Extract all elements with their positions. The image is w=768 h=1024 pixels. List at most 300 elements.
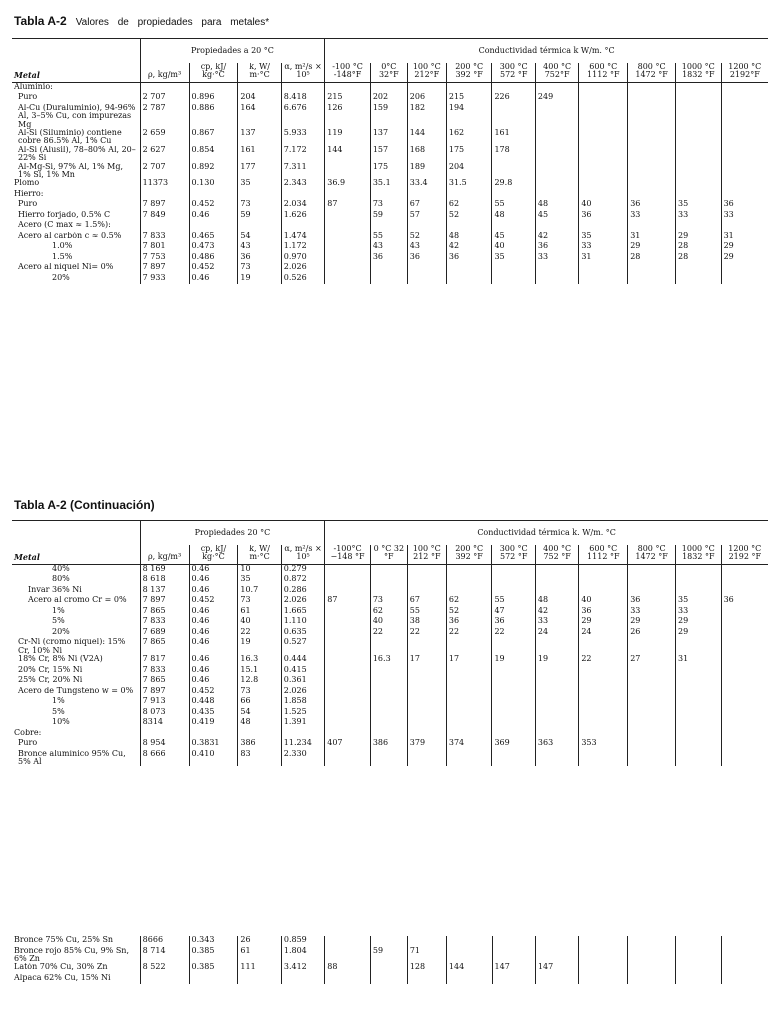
column-header: α, m²/s × 10⁵ [281,63,324,82]
group-header-properties: Propiedades 20 °C [140,521,325,546]
value-cell: 8314 [140,718,189,729]
value-cell [675,104,721,129]
value-cell: 7 897 [140,263,189,274]
value-cell: 189 [407,163,446,180]
value-cell [492,974,535,985]
value-cell: 144 [446,963,492,974]
value-cell [370,729,407,740]
column-header: ρ, kg/m³ [140,545,189,564]
metal-name-cell: 20% [52,273,70,282]
value-cell [325,82,371,93]
value-cell: 71 [407,947,446,964]
value-cell [446,947,492,964]
value-cell [579,146,628,163]
value-cell: 24 [579,628,628,639]
value-cell: 54 [238,232,281,243]
value-cell: 1.858 [281,697,324,708]
value-cell: 33 [675,607,721,618]
value-cell: 0.130 [189,179,238,190]
value-cell: 0.526 [281,274,324,285]
value-cell: 19 [492,655,535,666]
value-cell [325,221,371,232]
value-cell: 36 [446,617,492,628]
metal-name-cell: Al-Mg-Si, 97% Al, 1% Mg, 1% Si, 1% Mn [18,162,124,179]
value-cell [628,586,676,597]
metal-name-cell: Bronce rojo 85% Cu, 9% Sn, 6% Zn [14,946,130,963]
value-cell [675,93,721,104]
value-cell [535,947,578,964]
value-cell [535,638,578,655]
table1-title-label: Tabla A-2 [14,14,67,28]
value-cell [446,666,492,677]
value-cell [579,575,628,586]
properties-table-2 [12,520,768,766]
value-cell [446,274,492,285]
value-cell: 8 169 [140,564,189,575]
value-cell [281,221,324,232]
value-cell [446,638,492,655]
value-cell: 137 [238,129,281,146]
value-cell: 73 [238,263,281,274]
value-cell: 1.391 [281,718,324,729]
value-cell: 379 [407,739,446,750]
value-cell: 17 [407,655,446,666]
value-cell [407,221,446,232]
value-cell: 55 [407,607,446,618]
value-cell: 87 [325,200,371,211]
value-cell [281,729,324,740]
value-cell: 8 714 [140,947,189,964]
value-cell: 29 [628,242,676,253]
value-cell: 3.412 [281,963,324,974]
value-cell: 2 627 [140,146,189,163]
column-header: cp, kJ/ kg·°C [189,63,238,82]
table-row [12,163,768,180]
value-cell: 202 [370,93,407,104]
value-cell: 0.435 [189,708,238,719]
value-cell: 175 [370,163,407,180]
value-cell: 33 [535,617,578,628]
metal-name-cell: Al-Si (Siluminio) contiene cobre 86.5% Al, 1% Cu [18,128,122,146]
table-row [12,564,768,575]
value-cell: 353 [579,739,628,750]
value-cell: 7 933 [140,274,189,285]
value-cell: 43 [238,242,281,253]
value-cell: 36 [628,596,676,607]
value-cell: 0.452 [189,263,238,274]
column-header: 0 °C 32 °F [370,545,407,564]
value-cell [325,617,371,628]
value-cell: 0.872 [281,575,324,586]
column-header: 0°C 32°F [370,63,407,82]
value-cell: 7 817 [140,655,189,666]
value-cell: 386 [370,739,407,750]
value-cell: 31.5 [446,179,492,190]
value-cell [370,687,407,698]
table-row [12,129,768,146]
value-cell: 10 [238,564,281,575]
value-cell [721,628,768,639]
value-cell: 16.3 [238,655,281,666]
value-cell [492,274,535,285]
value-cell: 111 [238,963,281,974]
value-cell [675,687,721,698]
value-cell: 8 073 [140,708,189,719]
value-cell: 22 [407,628,446,639]
value-cell [721,718,768,729]
value-cell: 204 [446,163,492,180]
table-row [12,586,768,597]
column-header: Metal [12,63,140,82]
value-cell [370,963,407,974]
value-cell: 83 [238,750,281,767]
column-header: 1200 °C 2192°F [721,63,768,82]
value-cell [140,974,189,985]
value-cell: 48 [535,596,578,607]
value-cell: 52 [446,211,492,222]
value-cell: 0.859 [281,936,324,947]
column-header-row [12,545,768,564]
value-cell [628,947,676,964]
value-cell [370,750,407,767]
value-cell: 0.419 [189,718,238,729]
value-cell [325,607,371,618]
value-cell [721,739,768,750]
value-cell [325,638,371,655]
value-cell: 0.896 [189,93,238,104]
value-cell [325,666,371,677]
value-cell: 178 [492,146,535,163]
value-cell: 0.867 [189,129,238,146]
value-cell [238,221,281,232]
value-cell [675,666,721,677]
value-cell [492,221,535,232]
value-cell [628,718,676,729]
column-header: 600 °C 1112 °F [579,63,628,82]
value-cell [492,564,535,575]
value-cell: 73 [370,596,407,607]
value-cell: 29 [721,242,768,253]
value-cell: 2.026 [281,596,324,607]
metal-name-cell: Plomo [14,179,40,188]
value-cell [281,974,324,985]
value-cell: 226 [492,93,535,104]
value-cell [721,274,768,285]
metal-name-cell: Cr-Ni (cromo níquel): 15% Cr, 10% Ni [18,638,126,655]
value-cell [579,190,628,201]
table-row [12,607,768,618]
value-cell [628,129,676,146]
value-cell: 0.46 [189,564,238,575]
value-cell: 144 [407,129,446,146]
table-row [12,718,768,729]
value-cell: 52 [407,232,446,243]
metal-name-cell: 40% [52,564,70,573]
value-cell [535,179,578,190]
metal-name-cell: 1.5% [52,252,73,261]
table-row [12,936,768,947]
value-cell [370,263,407,274]
value-cell [675,179,721,190]
value-cell [628,163,676,180]
value-cell [675,221,721,232]
value-cell: 0.452 [189,596,238,607]
value-cell [535,190,578,201]
table-row [12,82,768,93]
value-cell: 28 [675,253,721,264]
value-cell: 52 [446,607,492,618]
value-cell: 73 [238,200,281,211]
value-cell: 0.46 [189,676,238,687]
value-cell [325,242,371,253]
value-cell [407,750,446,767]
value-cell: 36 [238,253,281,264]
value-cell: 7 753 [140,253,189,264]
value-cell: 1.665 [281,607,324,618]
value-cell [407,676,446,687]
value-cell [407,638,446,655]
column-header: 600 °C 1112 °F [579,545,628,564]
value-cell [721,708,768,719]
value-cell: 0.886 [189,104,238,129]
value-cell: 0.410 [189,750,238,767]
value-cell: 42 [535,607,578,618]
value-cell: 48 [238,718,281,729]
value-cell [628,687,676,698]
column-header: k, W/ m·°C [238,63,281,82]
value-cell: 0.279 [281,564,324,575]
value-cell: 162 [446,129,492,146]
value-cell [325,163,371,180]
value-cell [721,729,768,740]
value-cell: 0.635 [281,628,324,639]
value-cell [370,190,407,201]
value-cell: 215 [446,93,492,104]
value-cell: 0.452 [189,200,238,211]
value-cell: 16.3 [370,655,407,666]
value-cell: 7.311 [281,163,324,180]
value-cell [628,936,676,947]
value-cell [579,129,628,146]
table-row [12,974,768,985]
table-row [12,628,768,639]
value-cell [407,687,446,698]
value-cell [189,729,238,740]
value-cell: 8 954 [140,739,189,750]
value-cell: 0.343 [189,936,238,947]
value-cell [676,947,722,964]
value-cell: 36 [407,253,446,264]
metal-name-cell: 5% [52,707,65,716]
column-header: 300 °C 572 °F [492,545,535,564]
value-cell: 126 [325,104,371,129]
column-header: 400 °C 752 °F [535,545,578,564]
value-cell: 157 [370,146,407,163]
value-cell [675,739,721,750]
value-cell: 7 897 [140,687,189,698]
table-row [12,729,768,740]
value-cell [325,655,371,666]
value-cell: 29 [675,617,721,628]
value-cell [628,676,676,687]
value-cell [675,274,721,285]
properties-table-1 [12,38,768,284]
value-cell [535,729,578,740]
value-cell: 7 897 [140,596,189,607]
value-cell [370,638,407,655]
value-cell: 0.385 [189,963,238,974]
value-cell [628,263,676,274]
value-cell: 28 [628,253,676,264]
value-cell: 0.970 [281,253,324,264]
value-cell [628,750,676,767]
value-cell [492,729,535,740]
metal-name-cell: Invar 36% Ni [28,585,82,594]
value-cell: 175 [446,146,492,163]
value-cell: 19 [238,274,281,285]
metal-name-cell: 80% [52,575,70,584]
value-cell: 36 [446,253,492,264]
value-cell [721,586,768,597]
metal-name-cell: 1.0% [52,242,73,251]
value-cell [492,104,535,129]
metal-name-cell: 20% Cr, 15% Ni [18,665,83,674]
value-cell [535,564,578,575]
table-row [12,687,768,698]
value-cell: 35 [492,253,535,264]
value-cell: 6.676 [281,104,324,129]
value-cell: 62 [446,596,492,607]
value-cell: 161 [238,146,281,163]
value-cell [579,82,628,93]
value-cell: 33 [535,253,578,264]
value-cell [579,93,628,104]
value-cell: 54 [238,708,281,719]
value-cell [676,963,722,974]
value-cell [721,936,768,947]
value-cell [325,687,371,698]
value-cell [140,82,189,93]
value-cell [325,974,371,985]
value-cell: 22 [238,628,281,639]
value-cell: 48 [492,211,535,222]
value-cell [446,575,492,586]
value-cell [325,274,371,285]
value-cell: 1.525 [281,708,324,719]
value-cell: 0.444 [281,655,324,666]
value-cell [370,221,407,232]
value-cell: 0.361 [281,676,324,687]
value-cell [535,163,578,180]
value-cell [579,104,628,129]
value-cell: 36 [535,242,578,253]
value-cell [721,974,768,985]
value-cell [579,666,628,677]
value-cell: 35 [579,232,628,243]
value-cell: 2.330 [281,750,324,767]
table-row [12,190,768,201]
metal-name-cell: Puro [18,200,38,209]
value-cell: 35 [675,596,721,607]
value-cell: 43 [407,242,446,253]
value-cell: 31 [721,232,768,243]
value-cell: 35 [238,179,281,190]
value-cell [535,575,578,586]
metal-name-cell: Acero al carbón c ≈ 0.5% [18,231,122,240]
metal-name-cell: 5% [52,617,65,626]
value-cell: 7 913 [140,697,189,708]
group-header-properties: Propiedades a 20 °C [140,39,325,64]
value-cell [370,82,407,93]
value-cell: 28 [675,242,721,253]
value-cell [676,974,722,985]
value-cell [628,697,676,708]
value-cell: 7 833 [140,617,189,628]
value-cell: 48 [535,200,578,211]
value-cell: 62 [370,607,407,618]
metal-name-cell: 10% [52,718,70,727]
value-cell [579,586,628,597]
value-cell [189,190,238,201]
table-row [12,617,768,628]
value-cell: 15.1 [238,666,281,677]
value-cell: 26 [238,936,281,947]
value-cell: 40 [492,242,535,253]
value-cell [579,179,628,190]
value-cell: 19 [535,655,578,666]
table2-title-text: Tabla A-2 (Continuación) [14,498,155,512]
value-cell [446,974,492,985]
value-cell [325,708,371,719]
value-cell [675,676,721,687]
value-cell: 2 787 [140,104,189,129]
value-cell: 67 [407,596,446,607]
value-cell [721,93,768,104]
value-cell: 0.46 [189,274,238,285]
value-cell: 35 [238,575,281,586]
table-row [12,575,768,586]
value-cell: 182 [407,104,446,129]
value-cell: 27 [628,655,676,666]
value-cell: 0.46 [189,586,238,597]
value-cell [370,586,407,597]
value-cell: 215 [325,93,371,104]
table-row [12,739,768,750]
value-cell [325,628,371,639]
value-cell: 194 [446,104,492,129]
value-cell: 137 [370,129,407,146]
value-cell [492,718,535,729]
table-row [12,274,768,285]
value-cell [407,708,446,719]
value-cell [238,190,281,201]
value-cell [446,750,492,767]
value-cell [407,575,446,586]
column-header: α, m²/s × 10⁵ [281,545,324,564]
value-cell [492,638,535,655]
value-cell: 204 [238,93,281,104]
value-cell [325,586,371,597]
value-cell: 0.46 [189,617,238,628]
value-cell [492,263,535,274]
column-header: 1000 °C 1832 °F [675,545,721,564]
value-cell [721,607,768,618]
value-cell [628,274,676,285]
value-cell [407,936,446,947]
value-cell [675,163,721,180]
value-cell: 61 [238,947,281,964]
metal-name-cell: 25% Cr, 20% Ni [18,676,83,685]
